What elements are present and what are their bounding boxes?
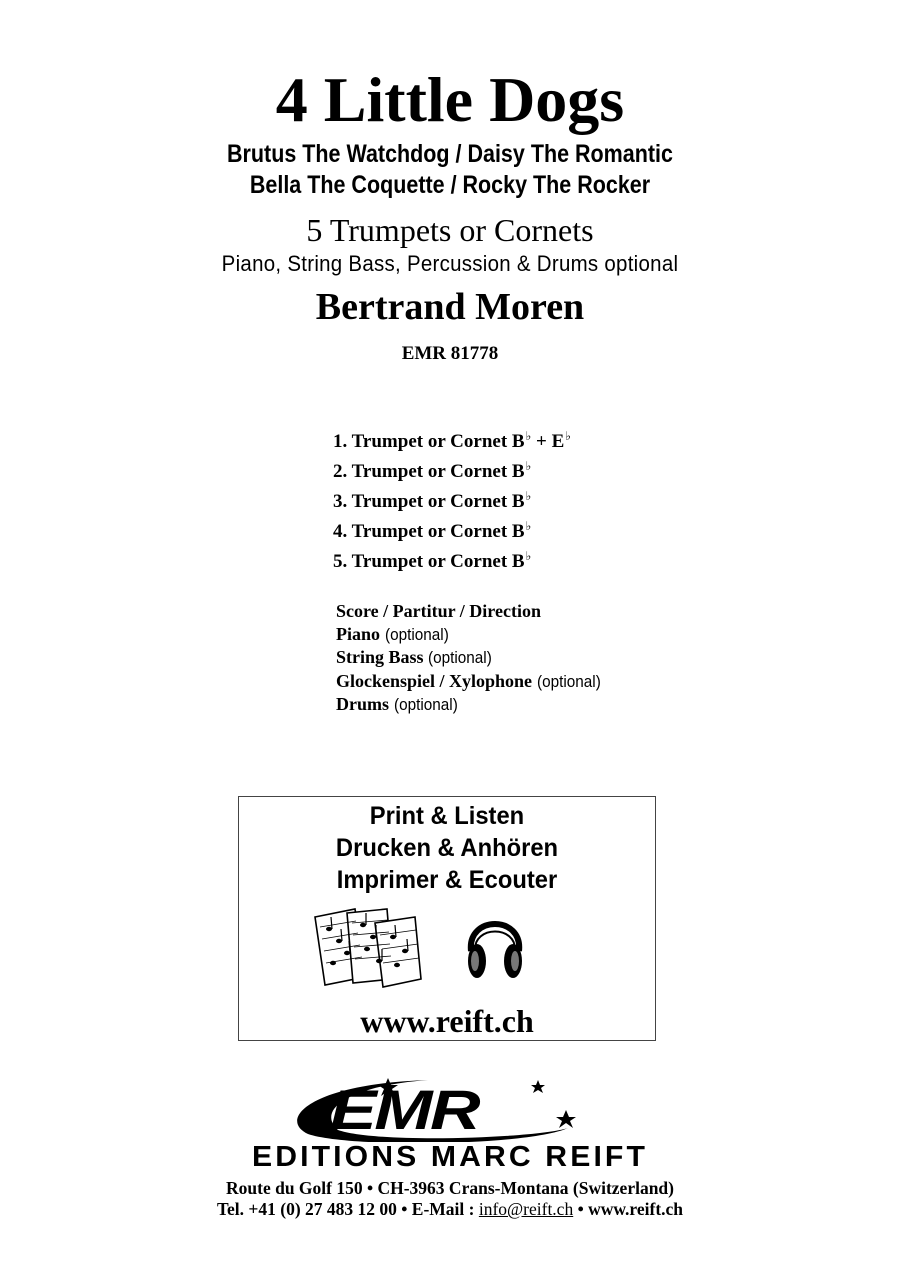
sheet-music-icon (311, 903, 423, 989)
footer-address: Route du Golf 150 • CH-3963 Crans-Montana (Switzerland) (226, 1178, 674, 1198)
extra-note: (optional) (536, 671, 601, 691)
instrumentation: 5 Trumpets or Cornets (306, 212, 594, 248)
footer-phone: Tel. +41 (0) 27 483 12 00 • E-Mail : (216, 1199, 475, 1219)
flat-sign: ♭ (525, 459, 532, 473)
extra-note: (optional) (428, 648, 492, 668)
flat-sign: ♭ (565, 429, 571, 443)
extra-item (336, 623, 607, 647)
headphones-icon (465, 905, 525, 985)
flat-sign: ♭ (525, 429, 532, 443)
extra-name: String Bass (336, 647, 424, 668)
subtitle-line-1: Brutus The Watchdog / Daisy The Romantic (227, 140, 673, 168)
print-listen-de: Drucken & Anhören (335, 834, 559, 862)
extra-note: (optional) (384, 624, 449, 644)
extras-list (336, 600, 607, 717)
extra-name: Piano (336, 623, 381, 644)
extra-name: Score / Partitur / Direction (336, 601, 541, 621)
part-label: 3. Trumpet or Cornet B (333, 491, 525, 512)
extra-note: (optional) (393, 695, 458, 715)
part-item (333, 482, 571, 512)
extra-item (336, 600, 607, 623)
extra-name: Glockenspiel / Xylophone (336, 670, 533, 691)
print-listen-fr: Imprimer & Ecouter (336, 866, 558, 894)
flat-sign: ♭ (525, 549, 532, 563)
print-listen-box (238, 796, 656, 1041)
part-suffix: + E (536, 431, 565, 452)
emr-logo-mark: EMR (330, 1078, 479, 1141)
extra-name: Drums (336, 694, 389, 715)
extra-item (336, 670, 607, 694)
footer-contact (0, 1198, 900, 1220)
part-item (333, 452, 571, 482)
part-item (333, 512, 571, 542)
footer-website[interactable]: • www.reift.ch (577, 1199, 684, 1219)
part-label: 1. Trumpet or Cornet B (333, 431, 525, 452)
part-item (333, 542, 571, 572)
flat-sign: ♭ (525, 489, 532, 503)
part-label: 2. Trumpet or Cornet B (333, 461, 525, 482)
extra-item (336, 693, 607, 717)
catalog-number: EMR 81778 (401, 343, 499, 364)
subtitle-line-2: Bella The Coquette / Rocky The Rocker (249, 171, 651, 199)
optional-instruments: Piano, String Bass, Percussion & Drums optional (221, 251, 679, 276)
website-link[interactable]: www.reift.ch (360, 1003, 534, 1039)
publisher-name: EDITIONS MARC REIFT (251, 1141, 649, 1173)
email-link[interactable]: info@reift.ch (478, 1199, 574, 1219)
part-label: 5. Trumpet or Cornet B (333, 551, 525, 572)
composer: Bertrand Moren (315, 286, 585, 328)
flat-sign: ♭ (525, 519, 532, 533)
title: 4 Little Dogs (275, 64, 625, 135)
parts-list (333, 422, 571, 572)
extra-item (336, 646, 607, 670)
part-item (333, 422, 571, 452)
part-label: 4. Trumpet or Cornet B (333, 521, 525, 542)
print-listen-en: Print & Listen (369, 802, 525, 830)
